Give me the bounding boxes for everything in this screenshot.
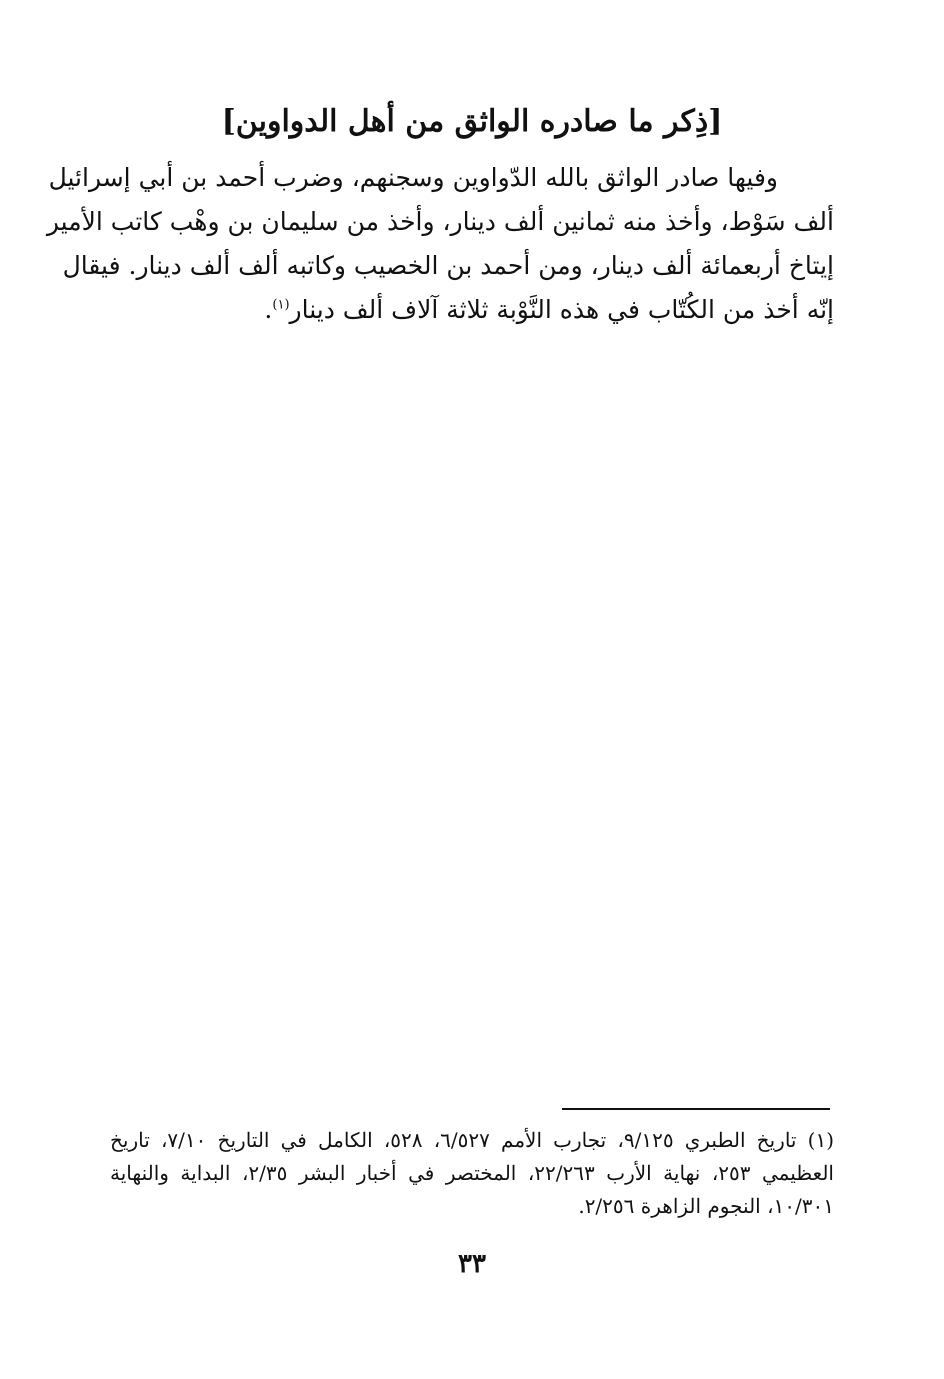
paragraph-line: وفيها صادر الواثق بالله الدّواوين وسجنهم، وضرب أحمد بن أبي إسرائيل: [48, 163, 778, 192]
footnote-line: العظيمي ٢٥٣، نهاية الأرب ٢٢/٢٦٣، المختصر في أخبار البشر ٢/٣٥، البداية والنهاية: [110, 1161, 834, 1185]
footnote-line: (١) تاريخ الطبري ٩/١٢٥، تجارب الأمم ٦/٥٢٧، ٥٢٨، الكامل في التاريخ ٧/١٠، تاريخ: [110, 1128, 835, 1152]
paragraph-line-text: إنّه أخذ من الكُتّاب في هذه النَّوْبة ثلاثة آلاف ألف دينار: [289, 295, 834, 324]
main-paragraph: [46, 156, 834, 332]
paragraph-end-punctuation: .: [264, 295, 273, 324]
section-heading: [ذِكر ما صادره الواثق من أهل الدواوين]: [221, 104, 723, 139]
paragraph-line-last: [110, 288, 834, 332]
footnote-line: ١٠/٣٠١، النجوم الزاهرة ٢/٢٥٦.: [578, 1194, 834, 1218]
page-number: ٣٣: [458, 1249, 486, 1279]
footnote-reference: (١): [272, 297, 290, 313]
paragraph-line: إيتاخ أربعمائة ألف دينار، ومن أحمد بن الخصيب وكاتبه ألف ألف دينار. فيقال: [62, 251, 834, 280]
footnotes: [110, 1124, 834, 1223]
paragraph-line: ألف سَوْط، وأخذ منه ثمانين ألف دينار، وأخذ من سليمان بن وهْب كاتب الأمير: [46, 207, 834, 236]
footnote-separator: [562, 1108, 830, 1110]
